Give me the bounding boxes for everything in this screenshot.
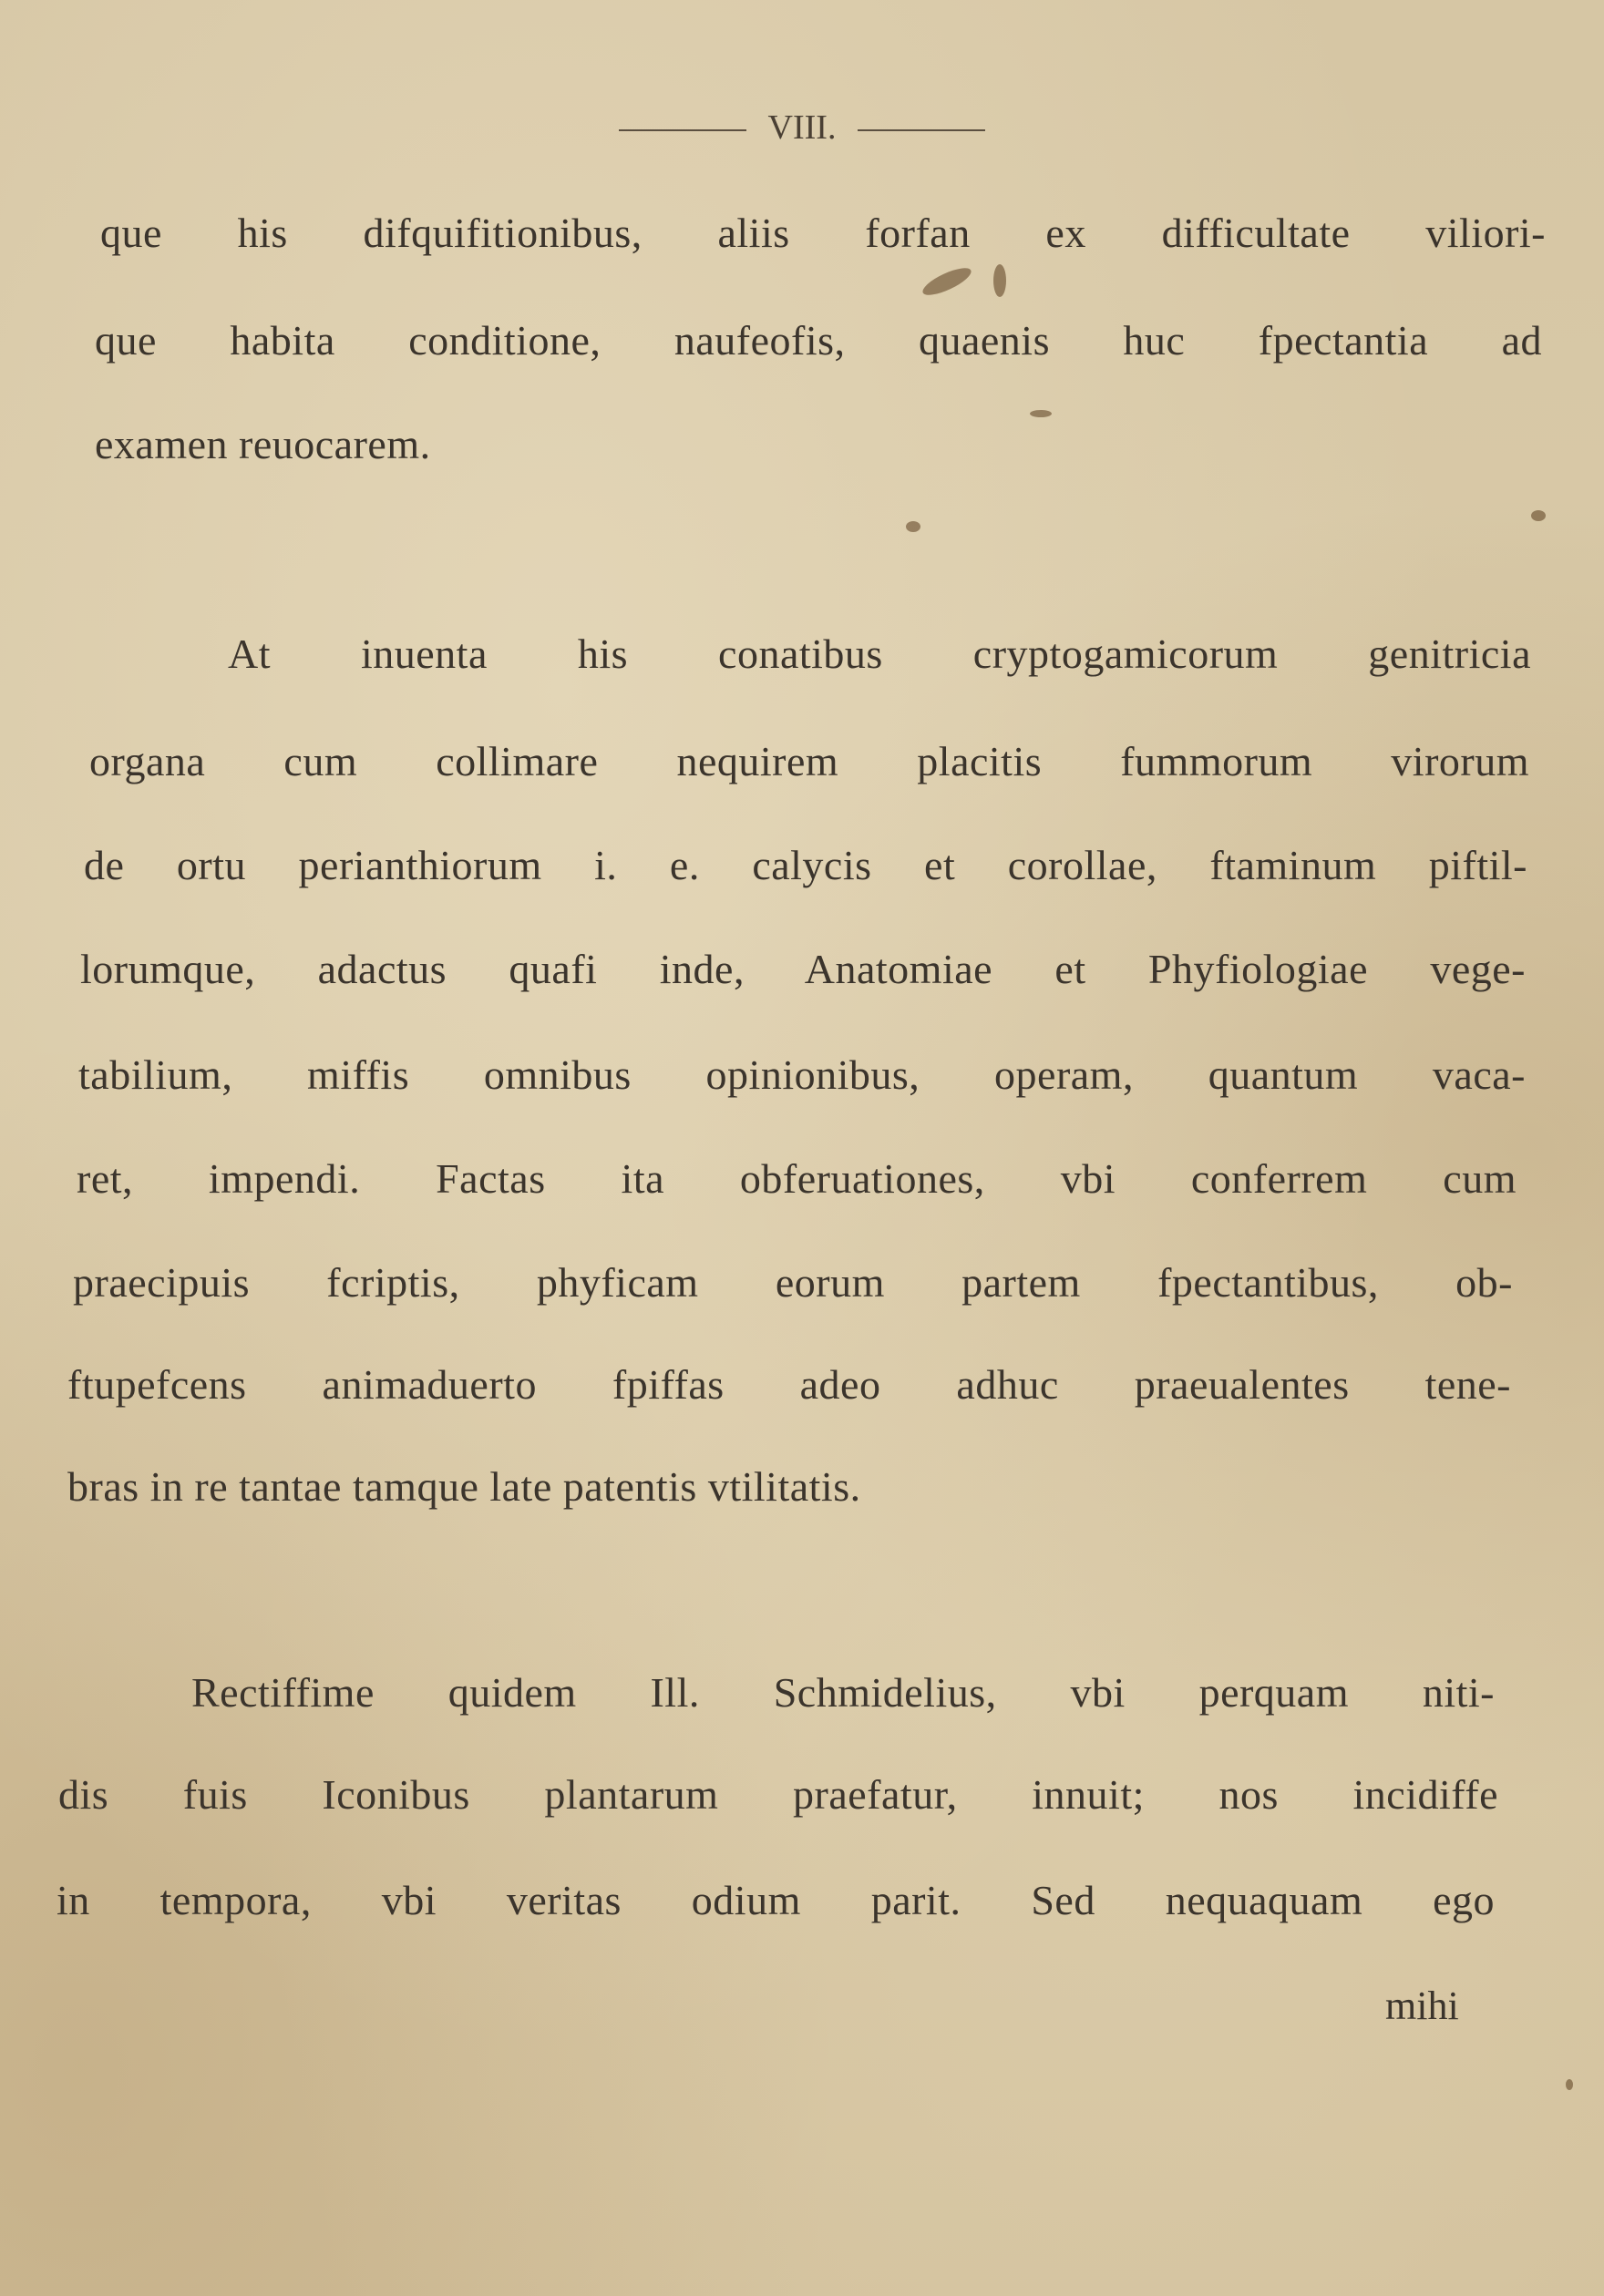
- text-line: bras in re tantae tamque late patentis vtilitatis.: [67, 1463, 861, 1510]
- text-line: organa cum collimare nequirem placitis fummorum virorum: [89, 738, 1529, 784]
- text-line: que his difquifitionibus, aliis forfan ex difficultate viliori-: [100, 210, 1546, 256]
- page-number: VIII.: [767, 108, 837, 147]
- text-line: tabilium, miffis omnibus opinionibus, operam, quantum vaca-: [78, 1051, 1526, 1098]
- catchword: mihi: [1385, 1983, 1459, 2028]
- ink-stain: [993, 264, 1006, 297]
- ink-stain: [1566, 2079, 1573, 2090]
- text-line: in tempora, vbi veritas odium parit. Sed nequaquam ego: [57, 1877, 1495, 1923]
- text-line: lorumque, adactus quafi inde, Anatomiae et Phyfiologiae vege-: [80, 946, 1526, 992]
- text-line: que habita conditione, naufeofis, quaenis huc fpectantia ad: [95, 317, 1542, 364]
- text-line: ret, impendi. Factas ita obferuationes, vbi conferrem cum: [77, 1155, 1517, 1202]
- text-line: praecipuis fcriptis, phyficam eorum partem fpectantibus, ob-: [73, 1259, 1513, 1306]
- ink-stain: [1531, 510, 1546, 521]
- text-line: examen reuocarem.: [95, 421, 431, 467]
- text-line: de ortu perianthiorum i. e. calycis et corollae, ftaminum piftil-: [84, 842, 1527, 888]
- text-line: ftupefcens animaduerto fpiffas adeo adhuc praeualentes tene-: [67, 1361, 1511, 1408]
- text-line: Rectiffime quidem Ill. Schmidelius, vbi perquam niti-: [191, 1669, 1495, 1716]
- header-rule-left: [619, 129, 746, 131]
- ink-stain: [906, 521, 920, 532]
- ink-stain: [1030, 410, 1052, 417]
- header-rule-right: [858, 129, 985, 131]
- ink-stain: [920, 263, 974, 301]
- page-header: [0, 108, 1604, 148]
- text-line: At inuenta his conatibus cryptogamicorum genitricia: [228, 630, 1531, 677]
- text-line: dis fuis Iconibus plantarum praefatur, innuit; nos incidiffe: [58, 1771, 1498, 1818]
